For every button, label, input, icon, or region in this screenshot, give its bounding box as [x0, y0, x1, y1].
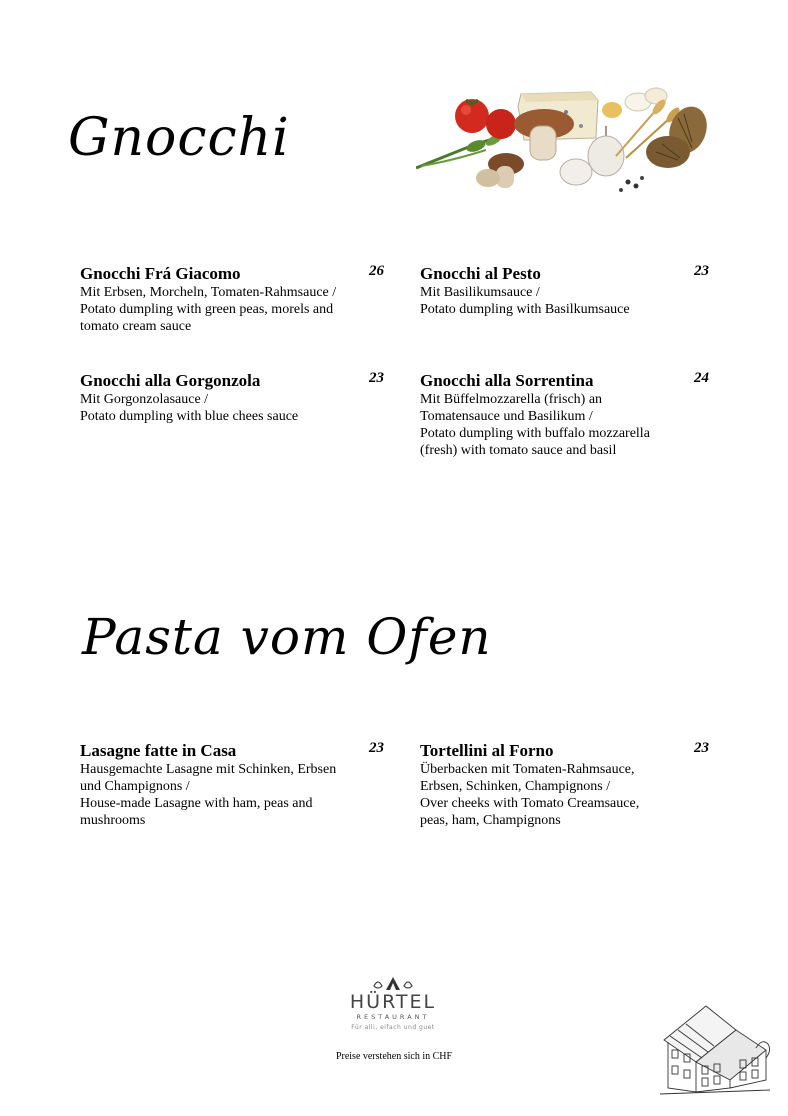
- item-description: Mit Büffelmozzarella (frisch) an Tomatensauce und Basilikum / Potato dumpling with buffalo mozzarella (fresh) with tomato sauce and basil: [420, 392, 650, 458]
- item-price: 23: [694, 263, 709, 279]
- item-description: Mit Erbsen, Morcheln, Tomaten-Rahmsauce / Potato dumpling with green peas, morels and tomato cream sauce: [80, 285, 337, 334]
- item-name: Gnocchi alla Gorgonzola: [80, 371, 261, 390]
- item-price: 26: [369, 263, 384, 279]
- item-name: Gnocchi alla Sorrentina: [420, 371, 594, 390]
- item-name: Gnocchi Frá Giacomo: [80, 264, 241, 283]
- item-description: Hausgemachte Lasagne mit Schinken, Erbsen und Champignons / House-made Lasagne with ham, peas and mushrooms: [80, 762, 337, 828]
- logo-subtitle: RESTAURANT: [356, 1013, 430, 1021]
- logo-name: HÜRTEL: [349, 991, 437, 1013]
- item-description: Überbacken mit Tomaten-Rahmsauce, Erbsen, Schinken, Champignons / Over cheeks with Tomato Creamsauce, peas, ham, Champignons: [420, 762, 640, 828]
- menu-item-gnocchi-fra-giacomo: [80, 264, 385, 335]
- item-description: Mit Basilikumsauce / Potato dumpling with Basilkumsauce: [420, 285, 630, 317]
- item-description: Mit Gorgonzolasauce / Potato dumpling with blue chees sauce: [80, 392, 299, 424]
- menu-item-gnocchi-al-pesto: [420, 264, 725, 318]
- menu-item-gnocchi-alla-sorrentina: [420, 371, 725, 459]
- item-name: Lasagne fatte in Casa: [80, 741, 237, 760]
- item-name: Gnocchi al Pesto: [420, 264, 541, 283]
- food-illustration: [416, 86, 722, 206]
- logo-mark-icon: [348, 974, 438, 992]
- item-name: Tortellini al Forno: [420, 741, 554, 760]
- item-price: 23: [369, 740, 384, 756]
- logo-tagline: Für alli, eifach und guet: [351, 1024, 435, 1031]
- section-title-pasta: Pasta vom Ofen: [82, 608, 492, 666]
- item-price: 24: [694, 370, 709, 386]
- menu-item-tortellini-al-forno: [420, 741, 725, 829]
- price-note: Preise verstehen sich in CHF: [335, 1051, 453, 1062]
- item-price: 23: [694, 740, 709, 756]
- section-title-gnocchi: Gnocchi: [68, 108, 290, 168]
- item-price: 23: [369, 370, 384, 386]
- restaurant-logo: [348, 974, 438, 1031]
- menu-item-gnocchi-alla-gorgonzola: [80, 371, 385, 425]
- menu-item-lasagne-fatte-in-casa: [80, 741, 385, 829]
- building-sketch-illustration: [656, 1000, 772, 1096]
